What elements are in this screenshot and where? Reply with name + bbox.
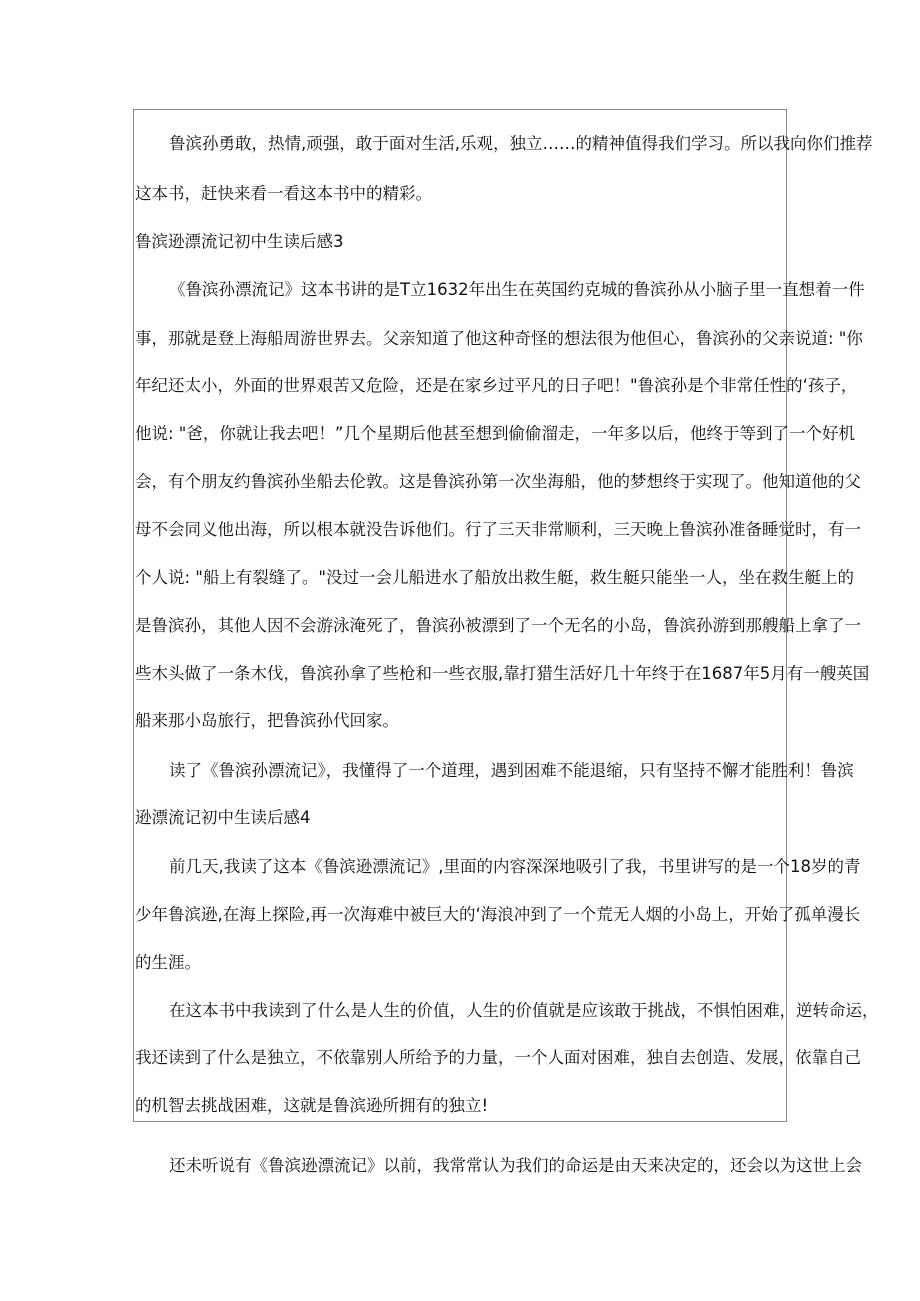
paragraph-line: 读了《鲁滨孙漂流记》，我懂得了一个道理，遇到困难不能退缩，只有坚持不懈才能胜利！鲁滨 [169,761,854,780]
section-heading: 逊漂流记初中生读后感4 [135,808,311,827]
paragraph-line: 船来那小岛旅行，把鲁滨孙代回家。 [135,711,399,730]
paragraph-line: 在这本书中我读到了什么是人生的价值，人生的价值就是应该敢于挑战，不惧怕困难，逆转命运， [169,1001,879,1020]
paragraph-line: 鲁滨孙勇敢，热情,顽强，敢于面对生活,乐观，独立……的精神值得我们学习。所以我向你们推荐 [169,134,873,153]
paragraph-line: 还未听说有《鲁滨逊漂流记》以前，我常常认为我们的命运是由天来决定的，还会以为这世上会 [169,1156,862,1175]
paragraph-line: 是鲁滨孙，其他人因不会游泳淹死了，鲁滨孙被漂到了一个无名的小岛，鲁滨孙游到那艘船上拿了一 [135,616,861,635]
paragraph-line: 的机智去挑战困难，这就是鲁滨逊所拥有的独立! [135,1096,489,1115]
paragraph-line: 母不会同义他出海，所以根本就没告诉他们。行了三天非常顺利，三天晚上鲁滨孙准备睡觉时，有一 [135,520,861,539]
paragraph-line: 年纪还太小，外面的世界艰苦又危险，还是在家乡过平凡的日子吧！"鲁滨孙是个非常任性的‘孩子， [135,376,858,395]
paragraph-line: 的生涯。 [135,953,201,972]
paragraph-line: 会，有个朋友约鲁滨孙坐船去伦敦。这是鲁滨孙第一次坐海船，他的梦想终于实现了。他知道他的父 [135,472,861,491]
paragraph-line: 少年鲁滨逊,在海上探险,再一次海难中被巨大的‘海浪冲到了一个荒无人烟的小岛上，开始了孤单漫长 [135,905,861,924]
paragraph-line: 个人说: "船上有裂缝了。"没过一会儿船进水了船放出救生艇，救生艇只能坐一人，坐在救生艇上的 [135,568,854,587]
paragraph-line: 他说: "爸，你就让我去吧！”几个星期后他甚至想到偷偷溜走，一年多以后，他终于等到了一个好机 [135,424,855,443]
paragraph-line: 些木头做了一条木伐，鲁滨孙拿了些枪和一些衣服,靠打猎生活好几十年终于在1687年5月有一艘英国 [135,664,870,683]
paragraph-line: 前几天,我读了这本《鲁滨逊漂流记》,里面的内容深深地吸引了我，书里讲写的是一个18岁的青 [169,857,861,876]
paragraph-line: 我还读到了什么是独立，不依靠别人所给予的力量，一个人面对困难，独自去创造、发展，依靠自己 [135,1048,861,1067]
paragraph-line: 这本书，赶快来看一看这本书中的精彩。 [135,184,432,203]
section-heading: 鲁滨逊漂流记初中生读后感3 [135,232,344,251]
paragraph-line: 事，那就是登上海船周游世界去。父亲知道了他这种奇怪的想法很为他但心，鲁滨孙的父亲说道: "你 [135,329,863,348]
paragraph-line: 《鲁滨孙漂流记》这本书讲的是T立1632年出生在英国约克城的鲁滨孙从小脑子里一直想着一件 [169,280,865,299]
